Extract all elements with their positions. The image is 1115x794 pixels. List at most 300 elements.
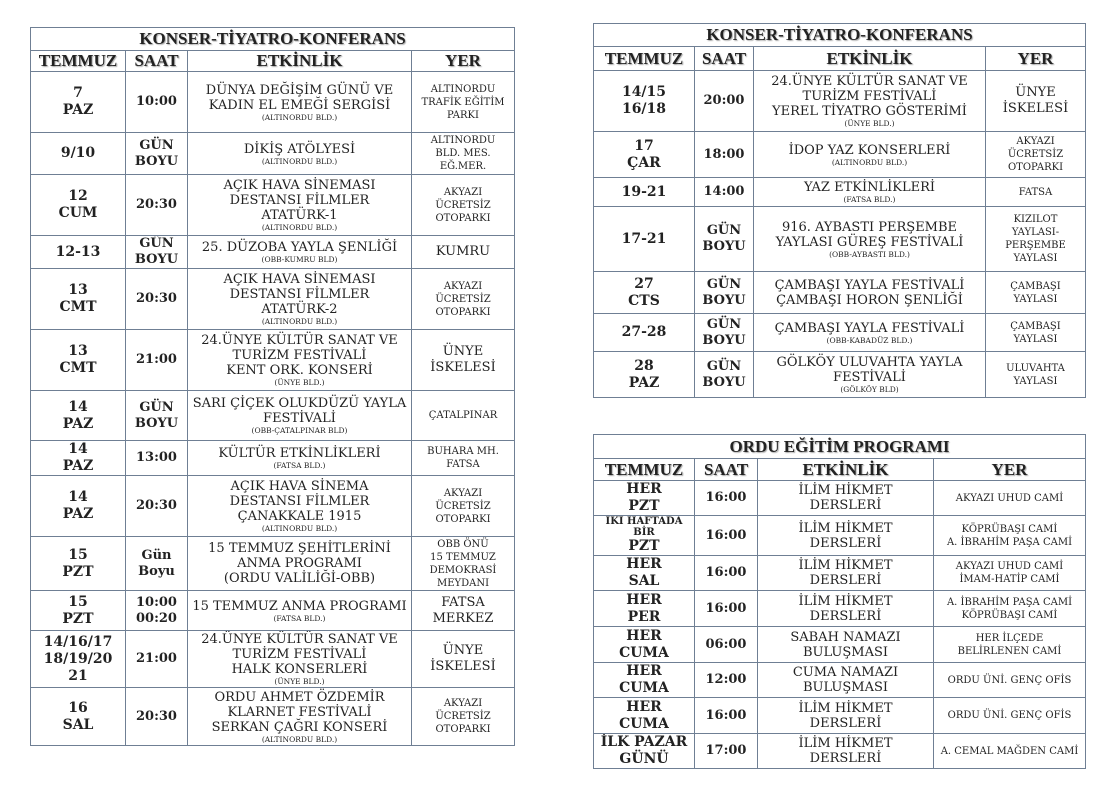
date-cell <box>594 734 695 769</box>
event-cell <box>758 663 934 698</box>
event-cell <box>188 591 412 631</box>
place-line: ÜCRETSİZ <box>435 199 491 211</box>
event-line: İLİM HİKMET DERSLERİ <box>798 736 893 766</box>
event-cell <box>758 591 934 627</box>
place-line: OBB ÖNÜ <box>437 538 489 550</box>
date-cell <box>594 178 695 207</box>
time-line: 16:00 <box>705 707 747 723</box>
date-cell <box>594 314 695 352</box>
event-line: TURİZM FESTİVALİ <box>802 89 937 104</box>
time-line: BOYU <box>702 374 746 390</box>
table-row <box>31 391 515 441</box>
place-line: AKYAZI <box>1016 136 1055 147</box>
event-line: 15 TEMMUZ ANMA PROGRAMI <box>192 598 407 614</box>
event-line: ANMA PROGRAMI <box>237 556 362 571</box>
date-line: 14 <box>68 489 88 505</box>
column-header: TEMMUZ <box>31 51 126 72</box>
organizer-note: (ALTINORDU BLD.) <box>261 156 338 166</box>
date-line: SAL <box>62 716 94 733</box>
place-cell <box>412 688 515 746</box>
time-cell <box>695 516 758 556</box>
place-cell <box>986 132 1086 178</box>
time-cell <box>126 591 188 631</box>
table-row <box>594 132 1086 178</box>
place-line: ÜNYE <box>442 344 484 359</box>
event-cell <box>188 236 412 269</box>
time-line: GÜN <box>139 137 174 153</box>
table-row <box>594 481 1086 516</box>
date-cell <box>31 330 126 391</box>
table-row <box>31 631 515 688</box>
event-line: YEREL TİYATRO GÖSTERİMİ <box>772 104 967 119</box>
event-line: HALK KONSERLERİ <box>231 662 368 677</box>
event-cell <box>754 178 986 207</box>
organizer-note: (FATSA BLD.) <box>273 613 326 623</box>
event-line: 25. DÜZOBA YAYLA ŞENLİĞİ <box>201 240 398 255</box>
date-line: CMT <box>59 360 97 376</box>
time-line: 12:00 <box>705 672 747 687</box>
place-line: İMAM-HATİP CAMİ <box>959 574 1060 585</box>
event-line: ORDU AHMET ÖZDEMİR <box>214 689 385 705</box>
organizer-note: (ÜNYE BLD.) <box>844 119 895 128</box>
time-cell <box>695 556 758 591</box>
organizer-note: (ALTINORDU BLD.) <box>261 223 338 232</box>
organizer-note: (ÜNYE BLD.) <box>274 677 325 686</box>
place-line: KÖPRÜBAŞI CAMİ <box>961 523 1058 535</box>
time-cell <box>126 631 188 688</box>
concert-theatre-table-right <box>593 23 1086 398</box>
place-line: KUMRU <box>435 244 491 259</box>
place-cell <box>412 330 515 391</box>
event-line: 24.ÜNYE KÜLTÜR SANAT VE <box>201 632 398 647</box>
event-cell <box>188 441 412 476</box>
date-line: İLK PAZAR <box>600 734 688 750</box>
time-cell <box>695 698 758 734</box>
organizer-note: (OBB-KUMRU BLD) <box>261 255 338 264</box>
organizer-note: (ALTINORDU BLD.) <box>261 112 338 122</box>
place-cell <box>934 698 1086 734</box>
event-line: KADIN EL EMEĞİ SERGİSİ <box>208 97 391 113</box>
event-line: AÇIK HAVA SİNEMASI <box>223 272 376 287</box>
organizer-note: (FATSA BLD.) <box>843 195 896 204</box>
time-cell <box>126 269 188 330</box>
place-line: YAYLASI <box>1013 375 1058 387</box>
table-row <box>594 272 1086 314</box>
organizer-note: (OBB-AYBASTI BLD.) <box>829 249 910 259</box>
event-cell <box>758 627 934 663</box>
event-line: KÜLTÜR ETKİNLİKLERİ <box>218 446 381 461</box>
place-cell <box>934 591 1086 627</box>
date-cell <box>31 688 126 746</box>
table-row <box>594 734 1086 769</box>
event-line: YAZ ETKİNLİKLERİ <box>803 180 936 195</box>
place-line: AKYAZI UHUD CAMİ <box>955 492 1064 504</box>
time-cell <box>695 207 754 272</box>
column-header: YER <box>412 51 515 72</box>
event-line: YAYLASI GÜREŞ FESTİVALİ <box>775 234 964 250</box>
place-line: ÜCRETSİZ <box>435 293 491 305</box>
time-line: BOYU <box>134 153 179 169</box>
event-line: İLİM HİKMET DERSLERİ <box>798 483 893 513</box>
time-line: 20:30 <box>136 708 177 724</box>
organizer-note: (ALTINORDU BLD.) <box>831 157 908 167</box>
place-line: ÜCRETSİZ <box>1007 149 1064 160</box>
date-cell <box>594 516 695 556</box>
date-line: PER <box>627 608 661 625</box>
column-header: TEMMUZ <box>594 459 695 481</box>
place-line: 15 TEMMUZ <box>430 551 496 563</box>
place-line: ULUVAHTA <box>1006 362 1065 374</box>
place-cell <box>934 663 1086 698</box>
date-line: PAZ <box>62 458 94 474</box>
event-cell <box>188 72 412 133</box>
table-row <box>594 627 1086 663</box>
organizer-note: (GÖLKÖY BLD) <box>840 385 899 394</box>
date-line: 14 <box>68 441 88 457</box>
place-line: BUHARA MH. <box>427 446 499 457</box>
date-cell <box>594 352 695 398</box>
organizer-note: (ALTINORDU BLD.) <box>261 524 338 533</box>
time-line: GÜN <box>139 236 174 251</box>
organizer-note: (ÜNYE BLD.) <box>274 378 325 387</box>
place-line: ORDU ÜNİ. GENÇ OFİS <box>947 674 1072 686</box>
date-cell <box>31 591 126 631</box>
organizer-note: (FATSA BLD.) <box>273 461 326 470</box>
column-header: ETKİNLİK <box>754 47 986 71</box>
event-line: 24.ÜNYE KÜLTÜR SANAT VE <box>201 333 398 348</box>
table-row <box>594 516 1086 556</box>
date-line: 13 <box>68 343 88 359</box>
date-cell <box>31 269 126 330</box>
date-line: 14/15 <box>621 84 667 100</box>
place-line: AKYAZI <box>443 186 483 198</box>
date-line: 17 <box>634 137 654 154</box>
place-line: MEYDANI <box>436 577 490 589</box>
event-line: İLİM HİKMET DERSLERİ <box>798 558 893 588</box>
place-line: İSKELESİ <box>430 659 496 674</box>
date-line: PZT <box>628 498 660 514</box>
table-row <box>594 698 1086 734</box>
date-line: 14/16/17 <box>43 633 113 650</box>
event-line: DESTANSI FİLMLER <box>229 193 370 208</box>
place-cell <box>412 441 515 476</box>
table-row <box>31 269 515 330</box>
time-cell <box>695 352 754 398</box>
date-line: 27-28 <box>621 324 667 340</box>
date-line: ÇAR <box>627 154 661 171</box>
time-line: Boyu <box>138 563 175 579</box>
column-header: SAAT <box>695 459 758 481</box>
table-row <box>31 330 515 391</box>
time-cell <box>126 441 188 476</box>
time-line: 13:00 <box>136 450 177 465</box>
time-line: 10:00 <box>136 594 177 610</box>
place-line: ALTINORDU <box>430 83 496 95</box>
time-line: BOYU <box>134 415 179 431</box>
event-cell <box>758 698 934 734</box>
place-line: AKYAZI <box>443 698 483 709</box>
place-line: PARKI <box>447 109 479 121</box>
date-line: 15 <box>68 593 88 610</box>
table-row <box>594 556 1086 591</box>
event-cell <box>188 537 412 591</box>
time-line: BOYU <box>702 292 746 308</box>
event-line: DESTANSI FİLMLER <box>229 494 370 509</box>
place-line: HER İLÇEDE <box>975 632 1044 644</box>
time-cell <box>126 537 188 591</box>
event-line: İLİM HİKMET DERSLERİ <box>798 700 893 731</box>
event-line: 15 TEMMUZ ŞEHİTLERİNİ <box>208 541 391 556</box>
date-line: İKİ HAFTADA BİR <box>605 516 683 538</box>
time-line: 14:00 <box>703 184 745 199</box>
place-cell <box>986 207 1086 272</box>
date-line: CUM <box>58 205 98 221</box>
place-cell <box>412 236 515 269</box>
table-row <box>594 207 1086 272</box>
place-line: OTOPARKI <box>435 724 491 735</box>
place-line: ÇAMBAŞI <box>1010 280 1061 292</box>
place-line: EĞ.MER. <box>439 161 487 172</box>
date-cell <box>31 391 126 441</box>
place-line: AKYAZI UHUD CAMİ <box>955 561 1064 572</box>
event-line: FESTİVALİ <box>833 370 906 385</box>
event-line: 916. AYBASTI PERŞEMBE <box>781 219 958 235</box>
place-line: ÇAMBAŞI <box>1010 320 1061 332</box>
date-line: HER <box>626 591 662 608</box>
column-header: YER <box>986 47 1086 71</box>
place-cell <box>986 71 1086 132</box>
event-line: ATATÜRK-1 <box>261 208 338 223</box>
place-cell <box>412 269 515 330</box>
date-line: CMT <box>59 299 97 315</box>
organizer-note: (OBB-KABADÜZ BLD.) <box>826 335 913 345</box>
table-row <box>594 663 1086 698</box>
date-line: PZT <box>62 610 94 627</box>
time-cell <box>695 272 754 314</box>
event-cell <box>758 516 934 556</box>
event-cell <box>188 631 412 688</box>
time-line: Gün <box>141 547 172 563</box>
time-line: 06:00 <box>705 636 747 652</box>
event-line: TURİZM FESTİVALİ <box>232 348 367 363</box>
date-cell <box>31 72 126 133</box>
date-line: PAZ <box>62 506 94 522</box>
time-line: BOYU <box>702 332 746 348</box>
place-cell <box>934 481 1086 516</box>
event-line: DESTANSI FİLMLER <box>229 287 370 302</box>
time-line: 17:00 <box>705 743 747 758</box>
time-line: 10:00 <box>136 94 177 109</box>
place-line: AKYAZI <box>443 280 483 292</box>
time-line: 20:30 <box>136 197 177 212</box>
column-header: ETKİNLİK <box>188 51 412 72</box>
event-line: İLİM HİKMET DERSLERİ <box>798 520 893 551</box>
place-line: İSKELESİ <box>430 360 496 375</box>
time-line: GÜN <box>706 276 742 292</box>
event-line: ÇAMBAŞI YAYLA FESTİVALİ <box>774 320 965 336</box>
time-line: BOYU <box>134 252 179 267</box>
place-line: BELİRLENEN CAMİ <box>957 645 1062 657</box>
time-cell <box>695 734 758 769</box>
place-cell <box>986 178 1086 207</box>
column-header: SAAT <box>695 47 754 71</box>
date-cell <box>594 698 695 734</box>
event-line: CUMA NAMAZI <box>792 665 899 680</box>
place-line: OTOPARKI <box>1007 162 1064 173</box>
time-line: 20:00 <box>703 93 745 108</box>
place-cell <box>412 537 515 591</box>
date-line: 13 <box>68 282 88 298</box>
event-cell <box>188 688 412 746</box>
time-cell <box>695 481 758 516</box>
time-line: GÜN <box>706 358 742 374</box>
time-cell <box>126 175 188 236</box>
time-cell <box>695 178 754 207</box>
date-line: GÜNÜ <box>619 751 669 767</box>
date-line: HER <box>626 698 662 715</box>
time-cell <box>126 133 188 175</box>
event-cell <box>754 352 986 398</box>
date-cell <box>594 591 695 627</box>
date-line: 12 <box>68 188 88 204</box>
date-cell <box>594 481 695 516</box>
event-cell <box>758 734 934 769</box>
event-cell <box>754 272 986 314</box>
date-cell <box>594 71 695 132</box>
event-line: ÇAMBAŞI YAYLA FESTİVALİ <box>774 277 965 293</box>
time-line: GÜN <box>706 316 742 332</box>
time-cell <box>126 476 188 537</box>
column-header: YER <box>934 459 1086 481</box>
place-cell <box>412 72 515 133</box>
place-line: FATSA <box>441 594 485 610</box>
time-line: 18:00 <box>703 146 745 162</box>
time-line: 16:00 <box>705 490 747 505</box>
place-cell <box>412 476 515 537</box>
place-line: A. İBRAHİM PAŞA CAMİ <box>946 596 1073 608</box>
date-cell <box>31 133 126 175</box>
event-cell <box>758 556 934 591</box>
event-line: SERKAN ÇAĞRI KONSERİ <box>211 719 388 735</box>
time-cell <box>695 663 758 698</box>
table-row <box>31 236 515 269</box>
table-row <box>31 175 515 236</box>
event-line: ÇAMBAŞI HORON ŞENLİĞİ <box>776 292 963 308</box>
table-row <box>594 352 1086 398</box>
event-cell <box>188 476 412 537</box>
date-cell <box>31 476 126 537</box>
table-row <box>31 441 515 476</box>
event-line: AÇIK HAVA SİNEMASI <box>223 178 376 193</box>
date-line: HER <box>626 556 662 572</box>
time-cell <box>126 72 188 133</box>
column-header: SAAT <box>126 51 188 72</box>
date-cell <box>594 556 695 591</box>
place-line: ORDU ÜNİ. GENÇ OFİS <box>947 710 1072 721</box>
date-line: CUMA <box>619 644 669 661</box>
place-line: ÜCRETSİZ <box>435 500 491 512</box>
place-cell <box>934 516 1086 556</box>
event-cell <box>754 132 986 178</box>
date-cell <box>594 627 695 663</box>
event-line: 24.ÜNYE KÜLTÜR SANAT VE <box>771 74 968 89</box>
date-line: 12-13 <box>55 243 101 260</box>
place-cell <box>986 272 1086 314</box>
place-cell <box>986 314 1086 352</box>
time-cell <box>695 627 758 663</box>
table-row <box>31 72 515 133</box>
time-cell <box>126 391 188 441</box>
place-cell <box>412 391 515 441</box>
time-line: 16:00 <box>705 600 747 616</box>
table-title: ORDU EĞİTİM PROGRAMI <box>594 435 1086 459</box>
date-line: PAZ <box>62 102 94 118</box>
time-cell <box>126 330 188 391</box>
date-line: 21 <box>68 667 88 684</box>
table-row <box>31 537 515 591</box>
table-row <box>594 178 1086 207</box>
date-line: PAZ <box>62 415 94 432</box>
event-line: KLARNET FESTİVALİ <box>227 704 372 720</box>
column-header: ETKİNLİK <box>758 459 934 481</box>
event-line: KENT ORK. KONSERİ <box>226 363 373 378</box>
event-line: BULUŞMASI <box>802 644 889 660</box>
event-line: DİKİŞ ATÖLYESİ <box>243 141 356 157</box>
place-line: TRAFİK EĞİTİM <box>421 96 505 108</box>
event-cell <box>754 71 986 132</box>
event-cell <box>188 175 412 236</box>
place-line: OTOPARKI <box>435 306 491 318</box>
place-line: YAYLASI <box>1013 333 1058 345</box>
column-header: TEMMUZ <box>594 47 695 71</box>
place-line: KÖPRÜBAŞI CAMİ <box>961 609 1058 621</box>
time-cell <box>695 314 754 352</box>
event-line: ATATÜRK-2 <box>261 302 338 317</box>
place-line: OTOPARKI <box>435 513 491 525</box>
event-line: ÇANAKKALE 1915 <box>237 509 362 524</box>
place-line: FATSA <box>1018 186 1053 198</box>
event-line: SARI ÇİÇEK OLUKDÜZÜ YAYLA <box>192 396 407 411</box>
time-line: 16:00 <box>705 527 747 543</box>
time-line: 21:00 <box>136 651 177 666</box>
date-line: 17-21 <box>621 230 667 247</box>
date-cell <box>31 441 126 476</box>
event-line: İDOP YAZ KONSERLERİ <box>788 142 951 158</box>
time-line: 00:20 <box>136 610 177 626</box>
time-line: 21:00 <box>136 352 177 367</box>
date-line: 27 <box>634 275 654 292</box>
event-cell <box>754 207 986 272</box>
place-line: ÜCRETSİZ <box>435 711 491 722</box>
education-program-table <box>593 434 1086 769</box>
date-line: 16 <box>68 699 88 716</box>
date-cell <box>31 175 126 236</box>
date-line: 18/19/20 <box>43 650 113 667</box>
table-row <box>31 476 515 537</box>
date-line: HER <box>626 627 662 644</box>
place-cell <box>934 556 1086 591</box>
date-cell <box>31 236 126 269</box>
date-line: CUMA <box>619 715 669 732</box>
place-line: ALTINORDU <box>430 135 496 146</box>
time-cell <box>126 688 188 746</box>
date-line: CUMA <box>619 680 669 696</box>
place-line: OTOPARKI <box>435 212 491 224</box>
date-cell <box>594 207 695 272</box>
place-line: ÜNYE <box>1015 85 1056 100</box>
place-line: PERŞEMBE <box>1005 240 1066 251</box>
place-line: MERKEZ <box>432 610 494 626</box>
